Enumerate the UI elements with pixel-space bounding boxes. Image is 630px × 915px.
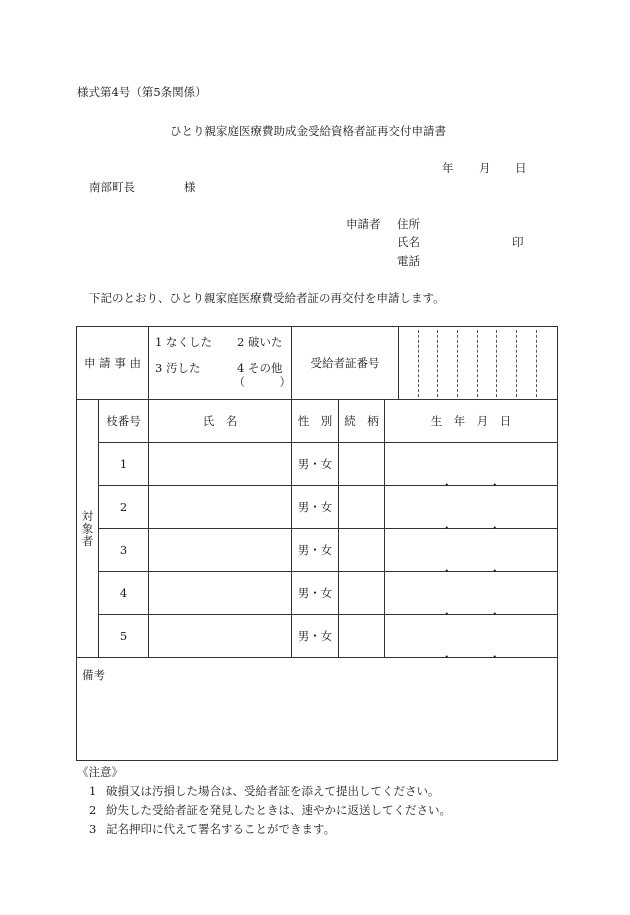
sex-field[interactable]: 男・女 (292, 486, 339, 529)
birth-date-separator: ・ (489, 650, 501, 664)
date-month-label: 月 (479, 161, 491, 175)
col-header-branch: 枝番号 (99, 400, 149, 443)
relation-field[interactable] (339, 529, 385, 572)
remarks-label: 備考 (82, 668, 105, 682)
birth-date-separator: ・ (441, 521, 453, 535)
col-header-name: 氏 名 (149, 400, 292, 443)
addressee-name: 南部町長 (89, 180, 135, 194)
branch-number: 4 (99, 572, 149, 615)
target-persons-label: 対象者 (77, 400, 99, 658)
remarks-row (77, 658, 558, 761)
birth-date-field[interactable] (385, 615, 558, 664)
branch-number: 1 (99, 443, 149, 486)
table-row (77, 615, 558, 658)
birth-date-field[interactable] (385, 529, 558, 578)
applicant-name-label: 氏名 (397, 235, 420, 249)
note-text: 記名押印に代えて署名することができます。 (106, 822, 336, 836)
note-text: 紛失した受給者証を発見したときは、速やかに返送してください。 (106, 803, 451, 817)
sex-field[interactable]: 男・女 (292, 615, 339, 658)
relation-field[interactable] (339, 486, 385, 529)
date-day-label: 日 (515, 161, 527, 175)
reason-options (149, 327, 292, 400)
relation-field[interactable] (339, 572, 385, 615)
table-row (77, 572, 558, 615)
seal-mark: 印 (512, 235, 524, 249)
relation-field[interactable] (339, 443, 385, 486)
note-number: 1 (89, 784, 97, 798)
intro-text: 下記のとおり、ひとり親家庭医療費受給者証の再交付を申請します。 (89, 291, 445, 305)
birth-date-separator: ・ (441, 607, 453, 621)
birth-date-separator: ・ (489, 478, 501, 492)
reason-option-lost[interactable]: 1 なくした (155, 335, 212, 350)
birth-date-separator: ・ (441, 564, 453, 578)
birth-date-separator: ・ (441, 478, 453, 492)
branch-number: 5 (99, 615, 149, 658)
birth-date-separator: ・ (489, 521, 501, 535)
reason-option-torn[interactable]: 2 破いた (237, 335, 283, 350)
certificate-number-label: 受給者証番号 (292, 327, 399, 400)
sex-field[interactable]: 男・女 (292, 443, 339, 486)
relation-field[interactable] (339, 615, 385, 658)
col-header-birth: 生 年 月 日 (385, 400, 558, 443)
branch-number: 3 (99, 529, 149, 572)
reason-option-other[interactable]: 4 その他 (237, 361, 283, 376)
note-text: 破損又は汚損した場合は、受給者証を添えて提出してください。 (106, 784, 440, 798)
form-number: 様式第4号（第5条関係） (77, 85, 207, 99)
col-header-relation: 続 柄 (339, 400, 385, 443)
applicant-label: 申請者 (346, 217, 381, 231)
birth-date-separator: ・ (489, 607, 501, 621)
name-field[interactable] (149, 615, 292, 658)
table-row (77, 486, 558, 529)
note-number: 2 (89, 803, 97, 817)
date-year-label: 年 (442, 161, 454, 175)
reason-row (77, 327, 558, 400)
sex-field[interactable]: 男・女 (292, 529, 339, 572)
addressee-honorific: 様 (184, 180, 196, 194)
applicant-phone-label: 電話 (397, 254, 420, 268)
birth-date-field[interactable] (385, 486, 558, 535)
application-table (76, 326, 558, 761)
reason-other-paren[interactable]: （ ） (233, 375, 291, 390)
col-header-sex: 性 別 (292, 400, 339, 443)
header-row (77, 400, 558, 443)
notes-heading: 《注意》 (77, 765, 123, 779)
applicant-address-label: 住所 (397, 217, 420, 231)
note-number: 3 (89, 822, 97, 836)
reason-option-soiled[interactable]: 3 汚した (155, 361, 201, 376)
sex-field[interactable]: 男・女 (292, 572, 339, 615)
name-field[interactable] (149, 572, 292, 615)
table-row (77, 443, 558, 486)
name-field[interactable] (149, 529, 292, 572)
table-row (77, 529, 558, 572)
birth-date-separator: ・ (489, 564, 501, 578)
branch-number: 2 (99, 486, 149, 529)
certificate-number-field[interactable] (399, 327, 558, 400)
name-field[interactable] (149, 486, 292, 529)
name-field[interactable] (149, 443, 292, 486)
remarks-field[interactable] (77, 658, 558, 761)
reason-label: 申 請 事 由 (77, 327, 149, 400)
page-title: ひとり親家庭医療費助成金受給資格者証再交付申請書 (170, 124, 446, 138)
birth-date-field[interactable] (385, 443, 558, 492)
birth-date-field[interactable] (385, 572, 558, 621)
birth-date-separator: ・ (441, 650, 453, 664)
